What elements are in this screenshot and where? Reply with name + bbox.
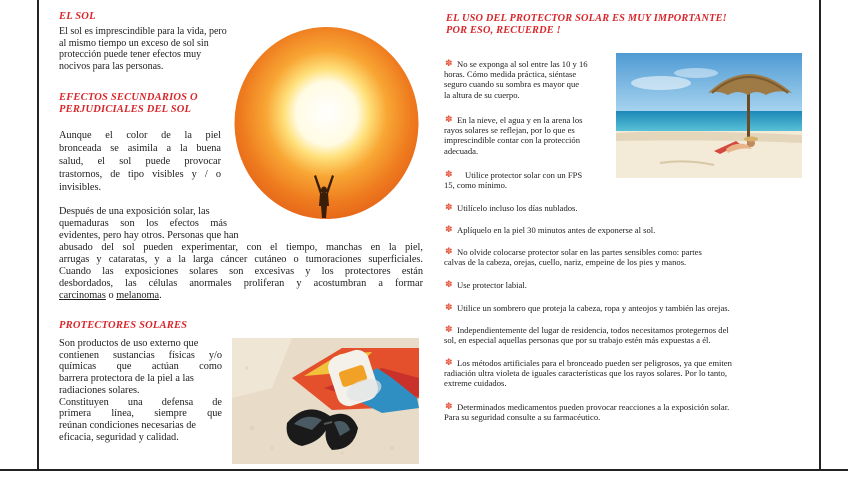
despues-line: abusado del sol pueden experimentar, con el tiempo, manchas en la piel, [59, 242, 423, 253]
bullet-line: Para su seguridad consulte a su farmacéutico. [444, 412, 601, 423]
page-border-left [37, 0, 39, 470]
protectores-line: Son productos de uso externo que [59, 338, 199, 349]
bullet-star-icon: ✽ [445, 58, 453, 68]
beach-umbrella-image [616, 53, 802, 178]
sol-line: al mismo tiempo un exceso de sol sin [59, 37, 209, 49]
bullet-line: rayos solares se reflejan, por lo que es [444, 125, 575, 136]
efectos-line: bronceada se asimila a la buena [59, 143, 221, 154]
bullet-item-1 [444, 59, 616, 100]
bullet-item-3 [444, 170, 616, 190]
bullet-line: horas. Cómo medida práctica, siéntase [444, 69, 577, 80]
efectos-heading-line: PERJUDICIALES DEL SOL [59, 104, 192, 115]
bullet-item-4: Utilícelo incluso los días nublados. [457, 203, 578, 213]
bullet-line: extreme cuidados. [444, 378, 507, 389]
bullet-star-icon: ✽ [445, 302, 453, 312]
bullet-line: No olvide colocarse protector solar en las partes sensibles como: partes [457, 247, 702, 257]
despues-line: evidentes, pero hay otros. Personas que han [59, 230, 239, 241]
bullet-line: Determinados medicamentos pueden provocar reacciones a la exposición solar. [457, 402, 730, 412]
page-border-bottom [0, 469, 848, 471]
bullet-item-7: Use protector labial. [457, 280, 527, 290]
bullet-line: la altura de su cuerpo. [444, 89, 520, 100]
bullet-star-icon: ✽ [445, 169, 453, 179]
heading-protectores-solares: PROTECTORES SOLARES [59, 320, 188, 331]
bullet-line: 15, como mínimo. [444, 180, 508, 191]
protectores-line: contienen sustancias físicas y/o [59, 349, 222, 361]
bullet-star-icon: ✽ [445, 324, 453, 334]
bullet-star-icon: ✽ [445, 246, 453, 256]
despues-line: arrugas y cataratas, y a la larga cáncer cutáneo o tumoraciones superficiales. [59, 254, 423, 265]
bullet-line: imprescindible contar con la protección [444, 135, 581, 146]
bullet-star-icon: ✽ [445, 114, 453, 124]
bullet-line: seguro cuando su sombra es mayor que [444, 79, 580, 90]
bullet-item-9 [444, 325, 804, 345]
protectores-line: Constituyen una defensa de [59, 396, 222, 408]
protectores-line: barrera protectora de la piel a las [59, 373, 194, 385]
bullet-star-icon: ✽ [445, 401, 453, 411]
uso-heading-line: POR ESO, RECUERDE ! [446, 25, 561, 36]
bullet-line: No se exponga al sol entre las 10 y 16 [457, 59, 588, 69]
sol-line: protección puede tener efectos muy [59, 49, 202, 60]
sol-line: nocivos para las personas. [59, 60, 164, 72]
despues-line: desbordados, las células anormales proliferan y acostumbran a formar [59, 278, 423, 289]
efectos-line: invisibles. [59, 182, 102, 193]
bullet-item-10 [444, 358, 809, 389]
bullet-item-5: Aplíquelo en la piel 30 minutos antes de exponerse al sol. [457, 225, 656, 235]
bullet-line: adecuada. [444, 145, 479, 156]
bullet-item-11 [444, 402, 809, 422]
protectores-line: eficacia, seguridad y calidad. [59, 431, 179, 443]
connector-text: o [105, 290, 117, 301]
heading-efectos-secundarios [59, 92, 198, 116]
period: . [159, 290, 162, 301]
efectos-paragraph [59, 129, 221, 194]
heading-uso-protector [446, 13, 727, 37]
bullet-item-2 [444, 115, 616, 156]
bullet-star-icon: ✽ [445, 279, 453, 289]
protectores-line: químicas que actúan como [59, 361, 222, 373]
link-melanoma[interactable]: melanoma [116, 290, 160, 301]
protectores-line: primera línea, siempre que [59, 408, 222, 420]
bullet-star-icon: ✽ [445, 202, 453, 212]
sunscreen-sunglasses-image [232, 338, 419, 464]
sun-person-image [234, 26, 419, 220]
despues-last-line [59, 290, 423, 302]
protectores-line: reúnan condiciones necesarias de [59, 419, 196, 431]
efectos-line: Aunque el color de la piel [59, 130, 221, 141]
bullet-line: En la nieve, el agua y en la arena los [457, 115, 583, 125]
despues-paragraph-full [59, 242, 423, 302]
efectos-line: salud, el sol puede provocar [59, 156, 221, 167]
page-border-right [819, 0, 821, 470]
efectos-heading-line: EFECTOS SECUNDARIOS O [59, 92, 198, 103]
uso-heading-line: EL USO DEL PROTECTOR SOLAR ES MUY IMPORTANTE! [446, 13, 727, 24]
efectos-line: trastornos, de tipo visibles y / o [59, 169, 221, 180]
bullet-line: Independientemente del lugar de residencia, todos necesitamos protegernos del [457, 325, 729, 335]
despues-line: Después de una exposición solar, las [59, 206, 210, 217]
bullet-line: Utilice protector solar con un FPS [465, 170, 583, 180]
despues-line: Cuando las exposiciones solares son excesivas y los protectores están [59, 266, 423, 277]
bullet-line: radiación ultra violeta de iguales características que los rayos solares. Por lo tanto, [444, 368, 728, 379]
bullet-line: sol, en especial aquellas personas que por su trabajo estén más expuestas a él. [444, 335, 711, 346]
link-carcinomas[interactable]: carcinomas [59, 290, 106, 301]
bullet-star-icon: ✽ [445, 224, 453, 234]
bullet-item-6 [444, 247, 794, 267]
heading-el-sol: EL SOL [59, 11, 96, 22]
despues-line: quemaduras son los efectos más [59, 218, 227, 229]
sol-line: El sol es imprescindible para la vida, pero [59, 26, 227, 37]
bullet-item-8: Utilice un sombrero que proteja la cabeza, ropa y anteojos y también las orejas. [457, 303, 730, 313]
protectores-line: radiaciones solares. [59, 384, 140, 396]
bullet-line: Los métodos artificiales para el bronceado pueden ser peligrosos, ya que emiten [457, 358, 732, 368]
bullet-star-icon: ✽ [445, 357, 453, 367]
protectores-paragraph [59, 338, 222, 443]
bullet-line: calvas de la cabeza, orejas, cuello, nariz, empeine de los pies y manos. [444, 257, 687, 268]
